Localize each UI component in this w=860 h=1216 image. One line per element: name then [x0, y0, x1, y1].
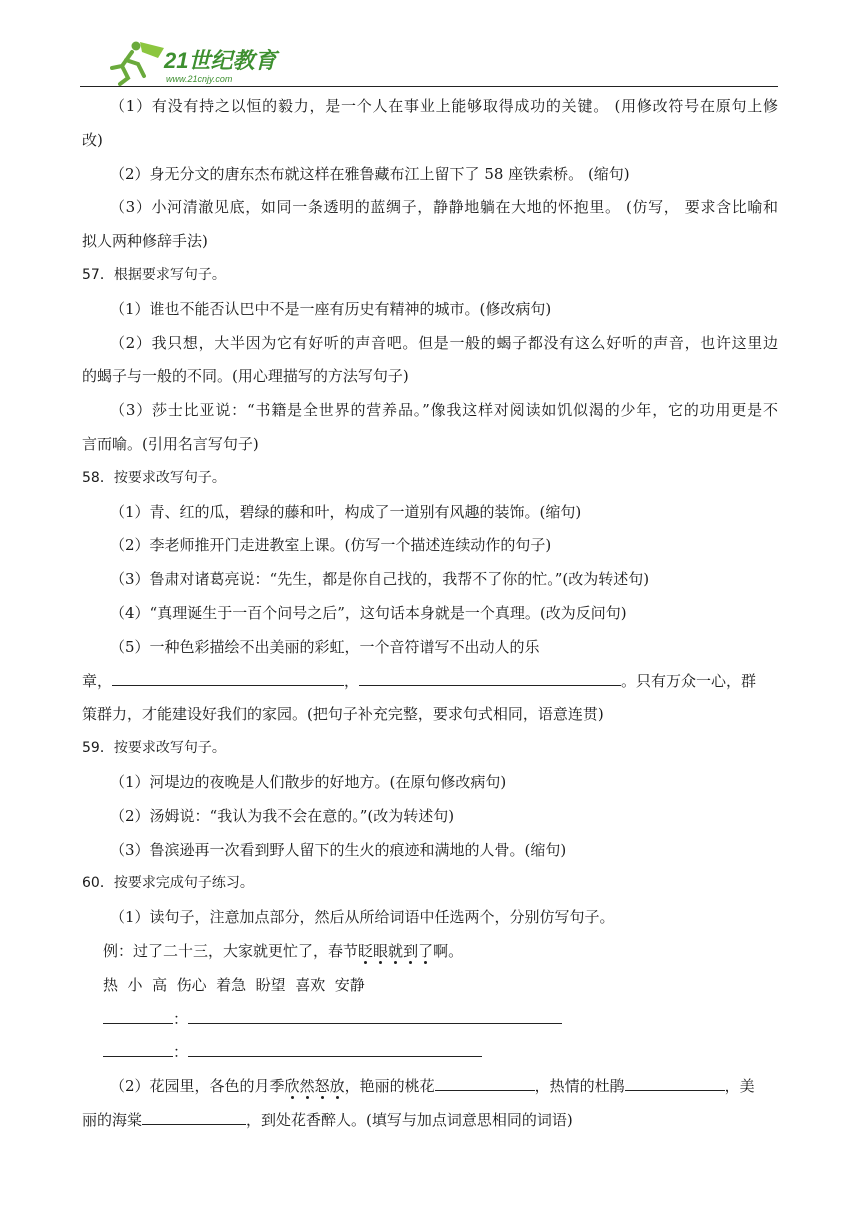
- text-segment: ，艳丽的桃花: [344, 1077, 435, 1096]
- answer-blank[interactable]: [112, 668, 344, 686]
- document-body: [82, 90, 778, 1138]
- logo-url: www.21cnjy.com: [166, 74, 233, 84]
- dotted-char: 了: [418, 941, 434, 960]
- fill-line: [82, 1036, 778, 1070]
- dotted-char: 欣: [284, 1077, 300, 1096]
- dotted-char: 怒: [314, 1077, 330, 1096]
- text-segment: ，热情的杜鹃: [534, 1077, 625, 1096]
- text-line: （3）鲁肃对诸葛亮说：“先生，都是你自己找的，我帮不了你的忙。”(改为转述句): [110, 570, 650, 589]
- fill-line: [82, 1003, 778, 1037]
- text-segment: 。只有万众一心，群: [621, 671, 757, 690]
- text-segment: 啊。: [433, 941, 464, 960]
- text-line: （3）莎士比亚说：“书籍是全世界的营养品。”像我这样对阅读如饥似渴的少年，它的功用更是不: [110, 401, 778, 420]
- answer-blank[interactable]: [188, 1006, 562, 1024]
- logo: [102, 38, 282, 86]
- text-line: 改): [82, 130, 103, 149]
- dotted-char: 眼: [373, 941, 389, 960]
- text-segment: 章，: [82, 671, 113, 690]
- text-line: 的蝎子与一般的不同。(用心理描写的方法写句子): [82, 367, 409, 386]
- text-segment: （2）花园里，各色的月季: [110, 1077, 285, 1096]
- text-line: （5）一种色彩描绘不出美丽的彩虹，一个音符谱写不出动人的乐: [110, 637, 540, 656]
- answer-blank[interactable]: [103, 1006, 173, 1024]
- text-segment: 丽的海棠: [82, 1110, 143, 1129]
- question-58-heading: 58．按要求改写句子。: [82, 469, 226, 486]
- fill-line: [82, 1104, 778, 1138]
- text-line: （2）汤姆说：“我认为我不会在意的。”(改为转述句): [110, 806, 455, 825]
- dotted-char: 然: [299, 1077, 315, 1096]
- answer-blank[interactable]: [625, 1073, 725, 1091]
- text-line: （4）“真理诞生于一百个问号之后”，这句话本身就是一个真理。(改为反问句): [110, 603, 627, 622]
- text-line: （1）青、红的瓜，碧绿的藤和叶，构成了一道别有风趣的装饰。(缩句): [110, 502, 582, 521]
- text-segment: ，美: [724, 1077, 755, 1096]
- text-line: （2）我只想，大半因为它有好听的声音吧。但是一般的蝎子都没有这么好听的声音，也许这里边: [110, 333, 778, 352]
- text-line: （2）李老师推开门走进教室上课。(仿写一个描述连续动作的句子): [110, 536, 552, 555]
- dotted-char: 就: [388, 941, 404, 960]
- text-line: （1）有没有持之以恒的毅力，是一个人在事业上能够取得成功的关键。 (用修改符号在原句上修: [110, 97, 778, 115]
- answer-blank[interactable]: [188, 1039, 482, 1057]
- fill-line: [82, 665, 778, 699]
- answer-blank[interactable]: [359, 668, 621, 686]
- fill-line: [82, 1070, 778, 1104]
- page-header: [80, 38, 778, 88]
- dotted-char: 到: [403, 941, 419, 960]
- text-segment: ，到处花香醉人。(填写与加点词意思相同的词语): [246, 1110, 573, 1129]
- text-segment: ，: [344, 671, 360, 690]
- header-rule: [80, 86, 778, 87]
- word-bank: 热 小 高 伤心 着急 盼望 喜欢 安静: [103, 975, 365, 994]
- dotted-char: 眨: [358, 941, 374, 960]
- text-line: （1）谁也不能否认巴中不是一座有历史有精神的城市。(修改病句): [110, 299, 552, 318]
- answer-blank[interactable]: [435, 1073, 535, 1091]
- answer-blank[interactable]: [142, 1107, 246, 1125]
- answer-blank[interactable]: [103, 1039, 173, 1057]
- runner-icon: [112, 42, 164, 85]
- text-line: （2）身无分文的唐东杰布就这样在雅鲁藏布江上留下了 58 座铁索桥。 (缩句): [110, 164, 630, 183]
- question-57-heading: 57．根据要求写句子。: [82, 266, 226, 283]
- text-line: 拟人两种修辞手法): [82, 232, 208, 251]
- text-segment: 例：过了二十三，大家就更忙了，春节: [103, 941, 359, 960]
- example-line: [82, 935, 778, 969]
- text-line: （1）读句子，注意加点部分，然后从所给词语中任选两个，分别仿写句子。: [110, 908, 615, 927]
- logo-wordmark: 21世纪教育: [164, 48, 277, 73]
- text-line: 言而喻。(引用名言写句子): [82, 434, 259, 453]
- text-line: （3）小河清澈见底，如同一条透明的蓝绸子，静静地躺在大地的怀抱里。 (仿写， 要求含比喻和: [110, 198, 778, 217]
- dotted-char: 放: [329, 1077, 345, 1096]
- text-line: （3）鲁滨逊再一次看到野人留下的生火的痕迹和满地的人骨。(缩句): [110, 840, 567, 859]
- question-59-heading: 59．按要求改写句子。: [82, 740, 226, 757]
- text-line: 策群力，才能建设好我们的家园。(把句子补充完整，要求句式相同，语意连贯): [82, 705, 604, 724]
- question-60-heading: 60．按要求完成句子练习。: [82, 875, 254, 892]
- text-segment: ：: [173, 1043, 189, 1062]
- text-line: （1）河堤边的夜晚是人们散步的好地方。(在原句修改病句): [110, 772, 507, 791]
- text-segment: ：: [173, 1009, 189, 1028]
